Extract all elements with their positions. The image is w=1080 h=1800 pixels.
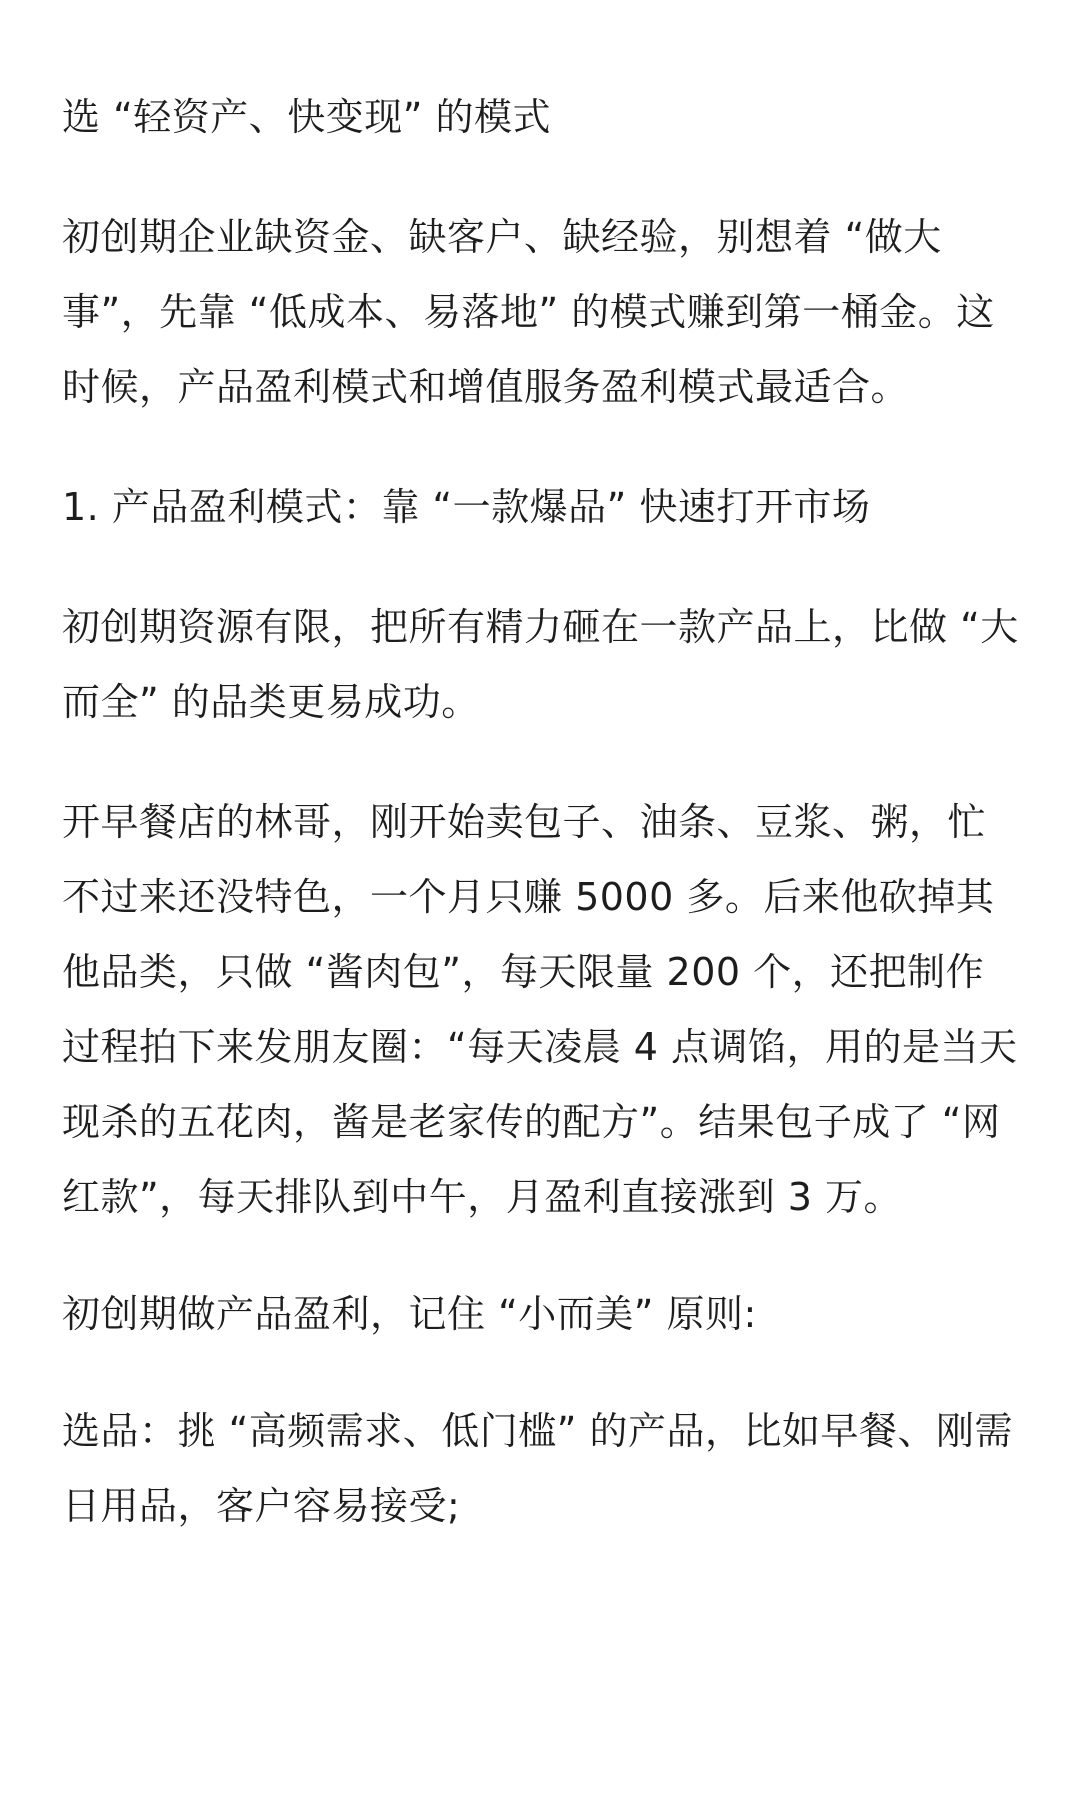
section-heading: 选 “轻资产、快变现” 的模式 — [62, 95, 552, 139]
subsection-heading: 1. 产品盈利模式：靠 “一款爆品” 快速打开市场 — [62, 485, 871, 529]
example-paragraph: 开早餐店的林哥，刚开始卖包子、油条、豆浆、粥，忙不过来还没特色，一个月只赚 5000 多。后来他砍掉其他品类，只做 “酱肉包”，每天限量 200 个，还把制作过程拍下来发朋友圈：“每天凌晨 4 点调馅，用的是当天现杀的五花肉，酱是老家传的配方”。结果包子成了 “网红款”，每天排队到中午，月盈利直接涨到 3 万。 — [62, 800, 1018, 1219]
principle-paragraph: 初创期做产品盈利，记住 “小而美” 原则: — [62, 1292, 757, 1336]
selection-tip-paragraph: 选品：挑 “高频需求、低门槛” 的产品，比如早餐、刚需日用品，客户容易接受; — [62, 1409, 1014, 1528]
body-paragraph: 初创期资源有限，把所有精力砸在一款产品上，比做 “大而全” 的品类更易成功。 — [62, 605, 1019, 724]
intro-paragraph: 初创期企业缺资金、缺客户、缺经验，别想着 “做大事”，先靠 “低成本、易落地” 的模式赚到第一桶金。这时候，产品盈利模式和增值服务盈利模式最适合。 — [62, 215, 995, 409]
